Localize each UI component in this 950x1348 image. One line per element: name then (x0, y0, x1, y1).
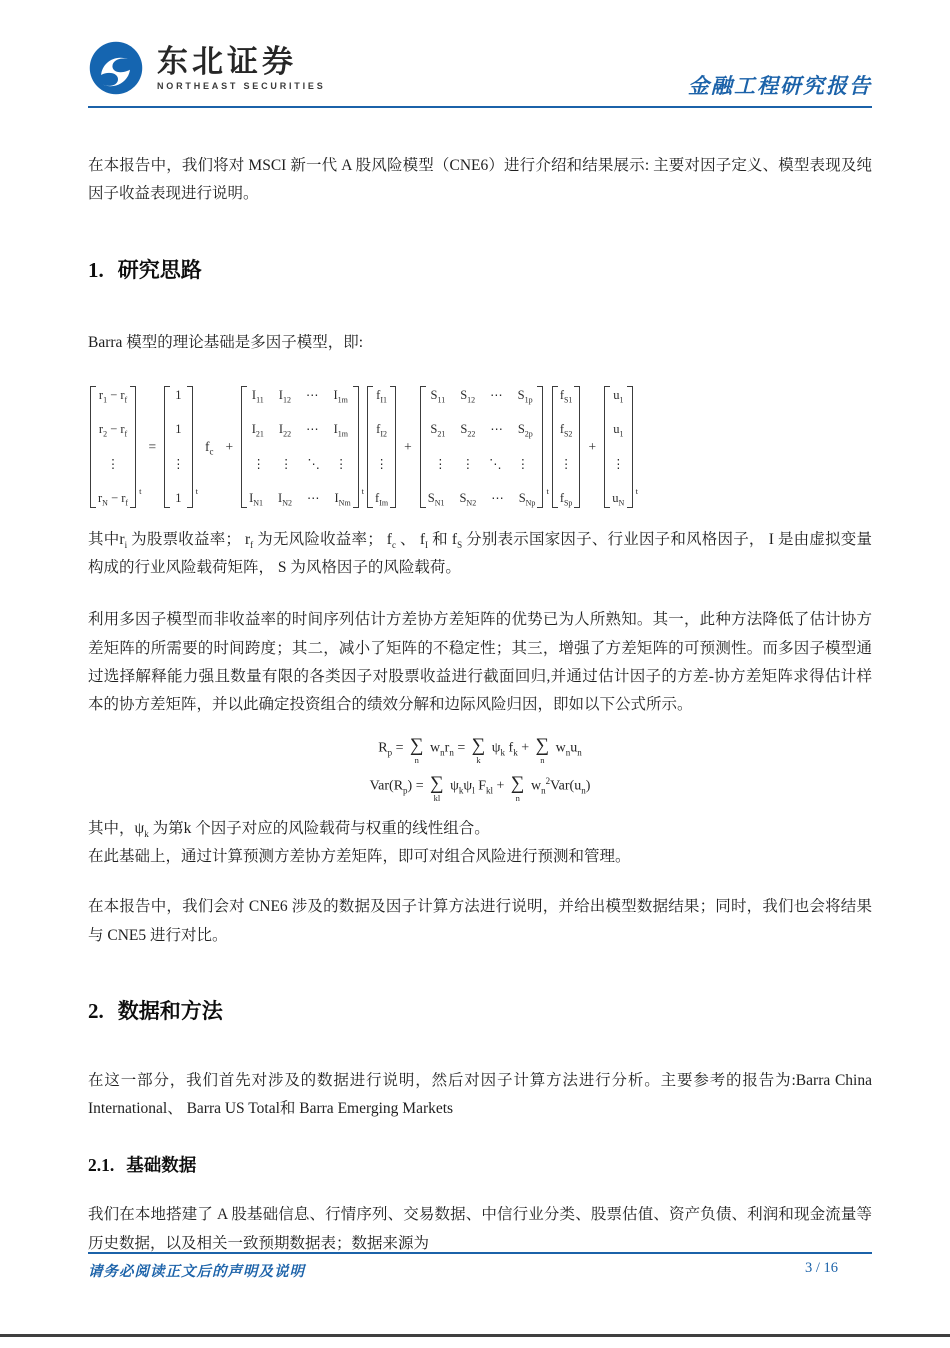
company-logo (88, 40, 326, 96)
variable-definitions-paragraph: 其中$r_i$ 为股票收益率； $r_f$ 为无风险收益率； $f_c$ 、 $f_I$ 和 $f_S$ 分别表示国家因子、行业因子和风格因子， I 是由虚拟变量构成的行业风险载荷矩阵， S 为风格因子的风险载荷。 (88, 530, 872, 576)
psi-definition-paragraph: 其中，$\psi_k$ 为第k 个因子对应的风险载荷与权重的线性组合。 (88, 819, 490, 839)
section-2-1-title: 基础数据 (126, 1155, 197, 1176)
time-subscript: t (635, 486, 638, 496)
style-factor-vector: $f_{S1}$ $f_{S2}$ ⋮ $f_{Sp}$ (552, 386, 581, 508)
risk-forecast-paragraph: 在此基础上，通过计算预测方差协方差矩阵，即可对组合风险进行预测和管理。 (88, 848, 631, 866)
data-method-overview-paragraph: 在这一部分，我们首先对涉及的数据进行说明，然后对因子计算方法进行分析。主要参考的报告为:Barra China International、 Barra US Total和 Barra Emerging Markets (88, 1071, 872, 1117)
section-2-1-number: 2.1. (88, 1155, 115, 1176)
portfolio-return-formula: $R_p$ = ∑ n $w_nr_n$ = ∑ k $\psi_k$ $f_k$ + ∑ n $w_nu_n$ (378, 734, 582, 765)
plus-sign: + (404, 438, 412, 454)
plus-sign: + (225, 438, 234, 454)
section-2-heading (88, 992, 872, 1030)
report-header (0, 0, 950, 106)
multifactor-advantages-paragraph: 利用多因子模型而非收益率的时间序列估计方差协方差矩阵的优势已为人所熟知。其一，此种方法降低了估计协方差矩阵的所需要的时间跨度；其二，减小了矩阵的不稳定性；其三，增强了方差矩阵的可预测性。而多因子模型通过选择解释能力强且数量有限的各类因子对股票收益进行截面回归,并通过估计因子的方差-协方差矩阵求得估计样本的协方差矩阵，并以此确定投资组合的绩效分解和边际风险归因，即如以下公式所示。 (88, 611, 872, 714)
ones-vector: 1 1 ⋮ 1 (164, 386, 193, 508)
page-number: 3 / 16 (804, 1260, 838, 1276)
time-subscript: t (546, 486, 549, 496)
portfolio-variance-formula: $Var(R_p)$ = ∑ kl $\psi_k\psi_l$ $F_{kl}$ + ∑ n $w_n^2Var(u_n)$ (369, 773, 591, 804)
industry-factor-vector: $f_{I1}$ $f_{I2}$ ⋮ $f_{Im}$ (367, 386, 396, 508)
brand-name-en: NORTHEAST SECURITIES (157, 80, 326, 91)
section-1-number: 1. (88, 257, 104, 282)
residual-vector: $u_1$ $u_1$ ⋮ $u_N$ (604, 386, 633, 508)
section-1-title: 研究思路 (117, 257, 202, 282)
intro-paragraph: 在本报告中，我们将对 MSCI 新一代 A 股风险模型（CNE6）进行介绍和结果展示: 主要对因子定义、模型表现及纯因子收益表现进行说明。 (88, 157, 872, 203)
footer-disclaimer: 请务必阅读正文后的声明及说明 (88, 1264, 305, 1280)
report-footer (88, 1260, 872, 1281)
time-subscript: t (361, 486, 365, 496)
barra-model-paragraph: Barra 模型的理论基础是多因子模型，即: (88, 334, 364, 352)
factor-model-equation (88, 384, 872, 510)
report-body (88, 152, 872, 1258)
section-2-number: 2. (88, 999, 104, 1024)
style-loading-matrix: $S_{11}$ $S_{12}$ ⋯ $S_{1p}$ $S_{21}$ $S_{22}$ ⋯ $S_{2p}$ ⋮ ⋮ ⋱ ⋮ $S_{N1}$ $S_{N2}$ ⋯ $S_{Np}$ (420, 386, 544, 508)
brand-text (157, 43, 326, 91)
company-logo-icon (88, 40, 144, 96)
time-subscript: t (195, 486, 198, 496)
plus-sign: + (588, 438, 597, 454)
cne6-scope-paragraph: 在本报告中，我们会对 CNE6 涉及的数据及因子计算方法进行说明，并给出模型数据结果；同时，我们也会将结果与 CNE5 进行对比。 (88, 898, 872, 944)
footer-divider (88, 1252, 872, 1254)
base-data-paragraph: 我们在本地搭建了 A 股基础信息、行情序列、交易数据、中信行业分类、股票估值、资产负债、利润和现金流量等历史数据，以及相关一致预期数据表；数据来源为 (88, 1206, 872, 1252)
section-2-1-heading (88, 1149, 872, 1181)
report-type-label: 金融工程研究报告 (688, 74, 872, 98)
brand-name-cn: 东北证券 (157, 43, 297, 79)
industry-loading-matrix: $I_{11}$ $I_{12}$ ⋯ $I_{1m}$ $I_{21}$ $I_{22}$ ⋯ $I_{1m}$ ⋮ ⋮ ⋱ ⋮ $I_{N1}$ $I_{N2}$ ⋯ $I_{Nm}$ (241, 386, 359, 508)
excess-return-vector: $r_1 - r_f$ $r_2 - r_f$ ⋮ $r_N - r_f$ (90, 386, 136, 508)
time-subscript: t (139, 486, 142, 496)
equals-sign: = (148, 438, 157, 454)
header-divider (88, 106, 872, 108)
country-factor-term: $f_c$ (204, 438, 214, 457)
page-bottom-border (0, 1334, 950, 1337)
section-1-heading (88, 251, 872, 289)
section-2-title: 数据和方法 (117, 999, 223, 1024)
